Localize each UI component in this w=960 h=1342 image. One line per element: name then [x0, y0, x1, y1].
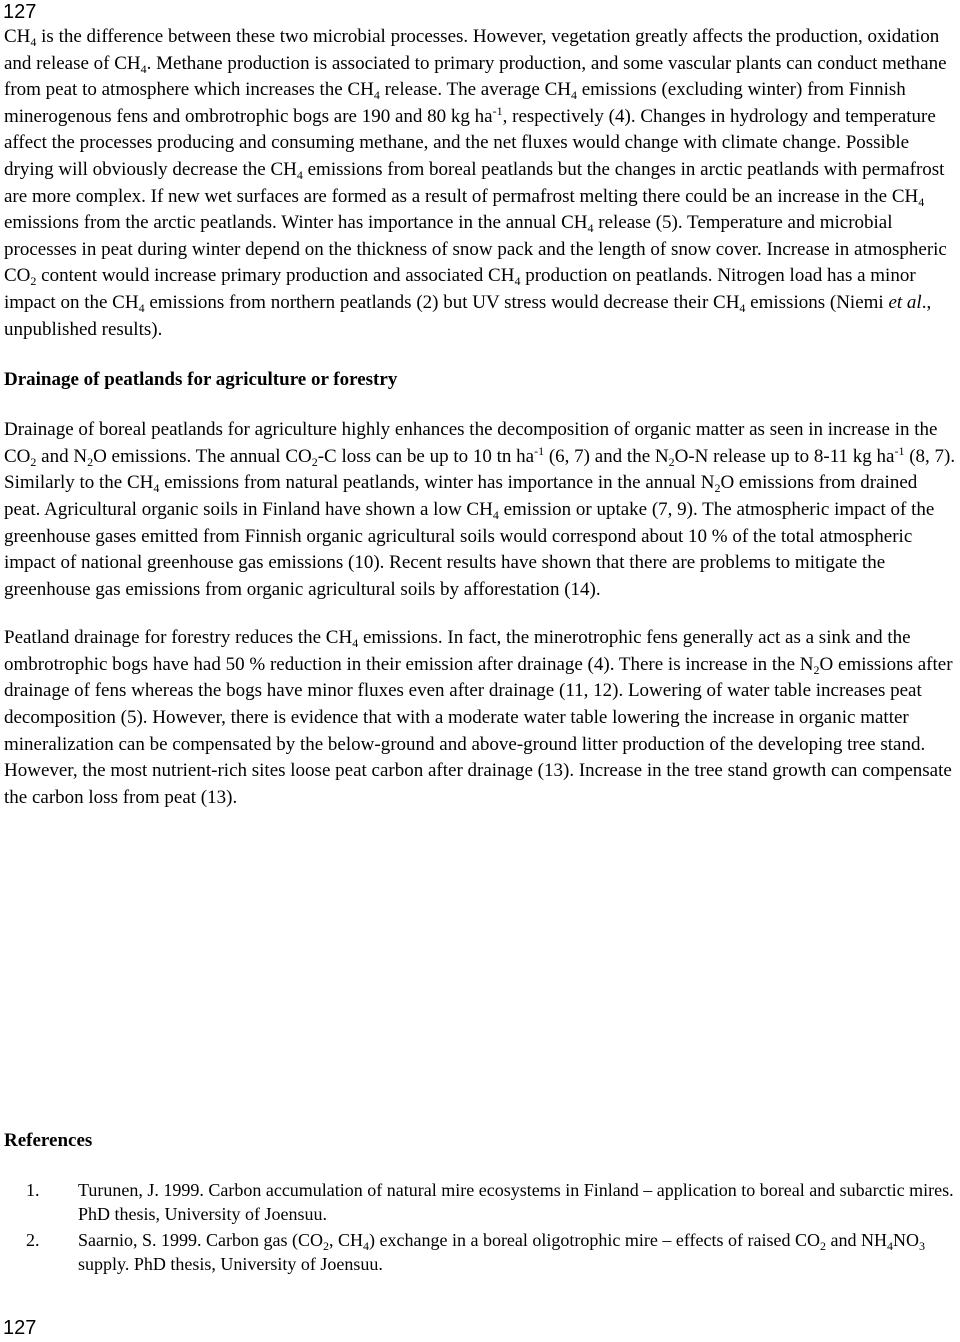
paragraph-forestry-drainage: Peatland drainage for forestry reduces the $CH_4$ emissions. In fact, the minerotrophic fens generally act as a sink and the ombrotrophic bogs have had 50 % reduction in their emission after drainage (4). There is increase in the $N_2O$ emissions after drainage of fens whereas the bogs have minor fluxes even after drainage (11, 12). Lowering of water table increases peat decomposition (5). However, there is evidence that with a moderate water table lowering the increase in organic matter mineralization can be compensated by the below-ground and above-ground litter production of the developing tree stand. However, the most nutrient-rich sites loose peat carbon after drainage (13). Increase in the tree stand growth can compensate the carbon loss from peat (13).: [4, 627, 953, 808]
reference-item: 2. Saarnio, S. 1999. Carbon gas ($CO_2$, $CH_4$) exchange in a boreal oligotrophic mire – effects of raised $CO_2$ and $NH_4NO_3$ supply. PhD thesis, University of Joensuu.: [44, 1228, 956, 1276]
page-number-top: 127: [3, 1, 37, 23]
paragraph-methane-vegetation: $CH_4$ is the difference between these two microbial processes. However, vegetation greatly affects the production, oxidation and release of $CH_4$. Methane production is associated to primary production, and some vascular plants can conduct methane from peat to atmosphere which increases the $CH_4$ release. The average $CH_4$ emissions (excluding winter) from Finnish minerogenous fens and ombrotrophic bogs are 190 and 80 kg $ha^{-1}$, respectively (4). Changes in hydrology and temperature affect the processes producing and consuming methane, and the net fluxes would change with climate change. Possible drying will obviously decrease the $CH_4$ emissions from boreal peatlands but the changes in arctic peatlands with permafrost are more complex. If new wet surfaces are formed as a result of permafrost melting there could be an increase in the $CH_4$ emissions from the arctic peatlands. Winter has importance in the annual $CH_4$ release (5). Temperature and microbial processes in peat during winter depend on the thickness of snow pack and the length of snow cover. Increase in atmospheric $CO_2$ content would increase primary production and associated $CH_4$ production on peatlands. Nitrogen load has a minor impact on the $CH_4$ emissions from northern peatlands (2) but UV stress would decrease their $CH_4$ emissions (Niemi et al., unpublished results).: [4, 26, 947, 340]
page-number-bottom: 127: [3, 1317, 37, 1339]
reference-list: [4, 1178, 956, 1276]
paragraph-agriculture-drainage: Drainage of boreal peatlands for agriculture highly enhances the decomposition of organic matter as seen in increase in the $CO_2$ and $N_2O$ emissions. The annual $CO_2-C$ loss can be up to 10 tn $ha^{-1}$ (6, 7) and the $N_2O-N$ release up to 8-11 kg $ha^{-1}$ (8, 7). Similarly to the $CH_4$ emissions from natural peatlands, winter has importance in the annual $N_2O$ emissions from drained peat. Agricultural organic soils in Finland have shown a low $CH_4$ emission or uptake (7, 9). The atmospheric impact of the greenhouse gases emitted from Finnish organic agricultural soils would correspond about 10 % of the total atmospheric impact of national greenhouse gas emissions (10). Recent results have shown that there are problems to mitigate the greenhouse gas emissions from organic agricultural soils by afforestation (14).: [4, 419, 956, 600]
section-heading-references: References: [4, 1130, 93, 1151]
section-heading-drainage: Drainage of peatlands for agriculture or forestry: [4, 369, 398, 391]
references-section: [4, 1128, 956, 1278]
reference-item: 1. Turunen, J. 1999. Carbon accumulation of natural mire ecosystems in Finland – application to boreal and subarctic mires. PhD thesis, University of Joensuu.: [44, 1178, 956, 1226]
main-content: [4, 24, 956, 811]
